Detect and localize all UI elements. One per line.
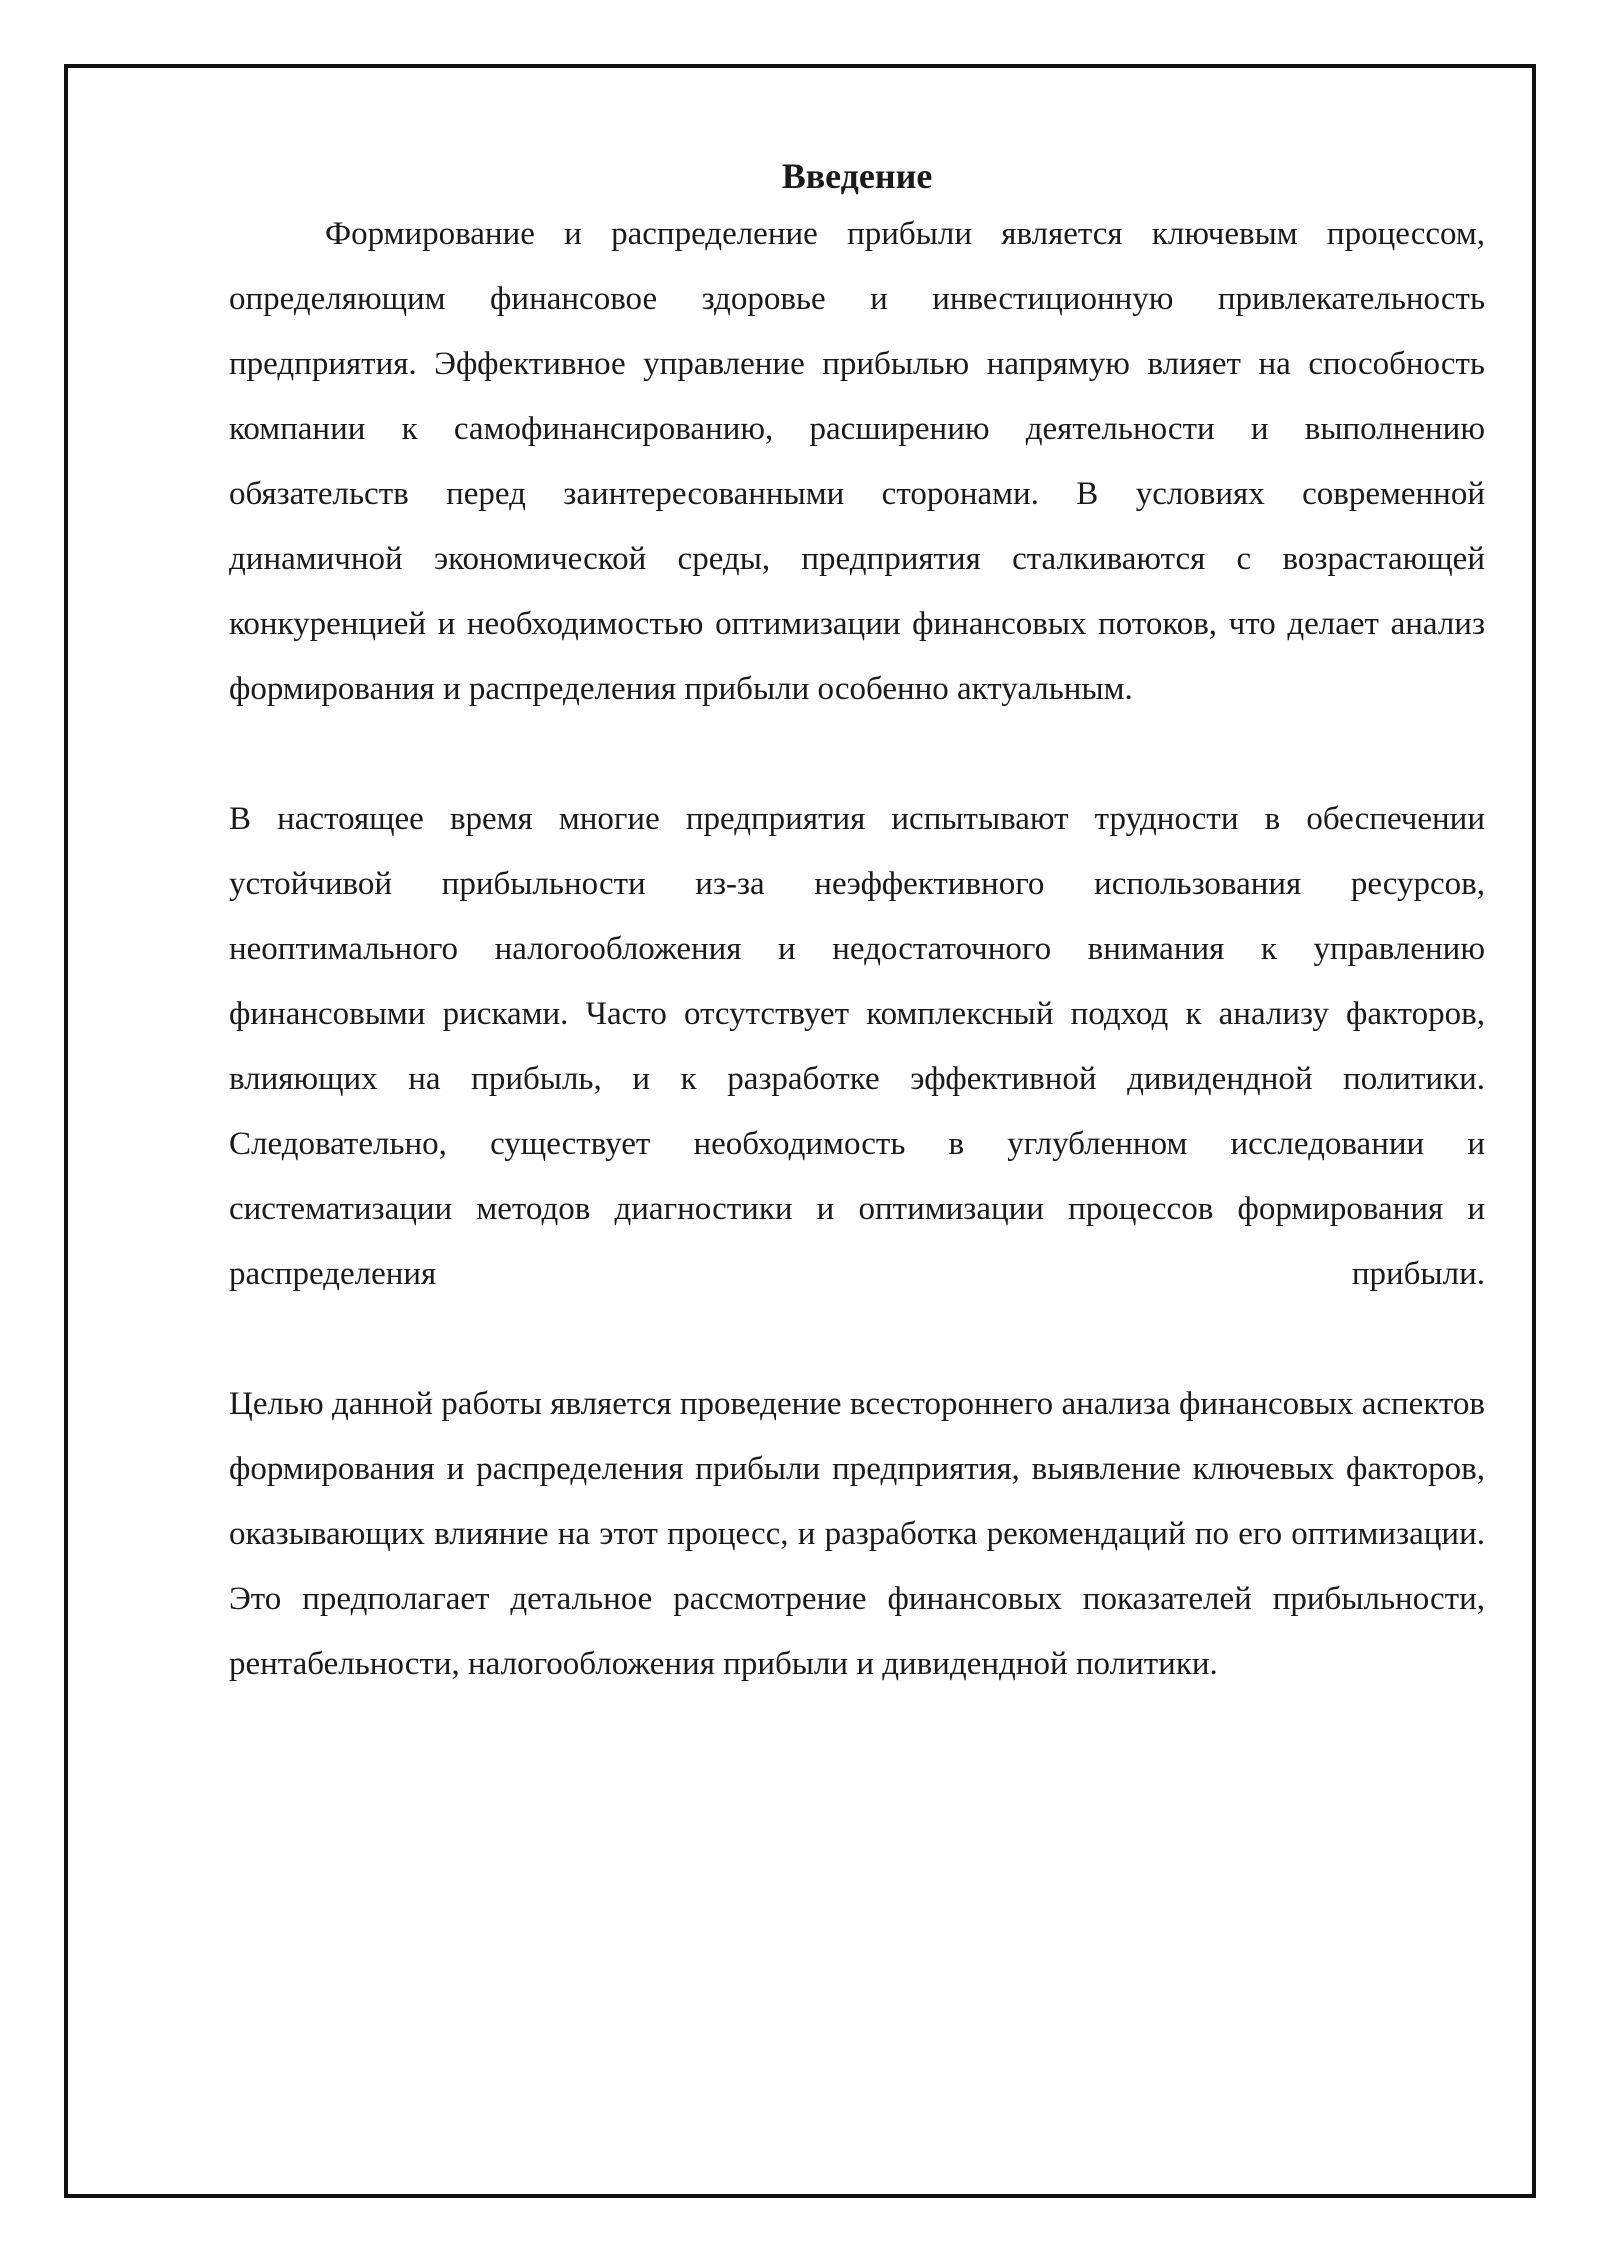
section-title: Введение — [781, 156, 933, 196]
paragraph-problem: В настоящее время многие предприятия испытывают трудности в обеспечении устойчивой прибыльности из-за неэффективного использования ресурсов, неоптимального налогообложения и недостаточного внимания к управлению финансовыми рисками. Часто отсутствует комплексный подход к анализу факторов, влияющих на прибыль, и к разработке эффективной дивидендной политики. Следовательно, существует необходимость в углубленном исследовании и систематизации методов диагностики и оптимизации процессов формирования и распределения прибыли. — [229, 801, 1485, 1292]
document-body — [229, 150, 1485, 1697]
paragraph-spacer — [229, 722, 1485, 787]
paragraph-goal: Целью данной работы является проведение всестороннего анализа финансовых аспектов формирования и распределения прибыли предприятия, выявление ключевых факторов, оказывающих влияние на этот процесс, и разработка рекомендаций по его оптимизации. Это предполагает детальное рассмотрение финансовых показателей прибыльности, рентабельности, налогообложения прибыли и дивидендной политики. — [229, 1386, 1485, 1682]
paragraph-spacer — [229, 1307, 1485, 1372]
paragraph-intro: Формирование и распределение прибыли является ключевым процессом, определяющим финансовое здоровье и инвестиционную привлекательность предприятия. Эффективное управление прибылью напрямую влияет на способность компании к самофинансированию, расширению деятельности и выполнению обязательств перед заинтересованными сторонами. В условиях современной динамичной экономической среды, предприятия сталкиваются с возрастающей конкуренцией и необходимостью оптимизации финансовых потоков, что делает анализ формирования и распределения прибыли особенно актуальным. — [229, 216, 1485, 707]
